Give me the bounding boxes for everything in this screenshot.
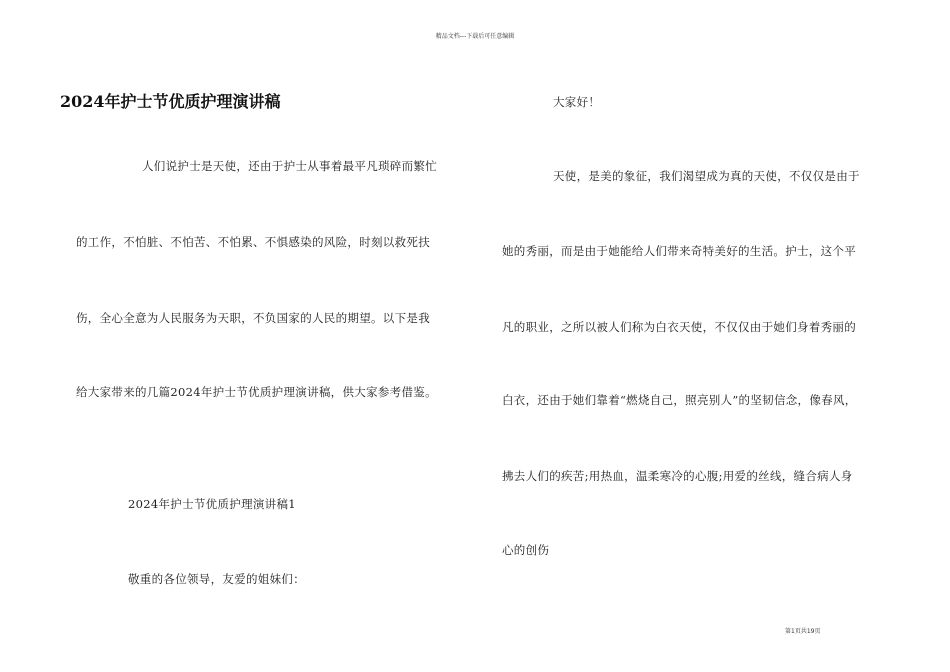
speech-greeting: 敬重的各位领导，友爱的姐妹们： — [128, 572, 305, 586]
speech-line: 拂去人们的疾苦;用热血，温柔寒冷的心腹;用爱的丝线，缝合病人身 — [502, 469, 853, 483]
speech-line: 天使，是美的象征，我们渴望成为真的天使，不仅仅是由于 — [553, 169, 860, 183]
speech-subheading: 2024年护士节优质护理演讲稿1 — [128, 497, 296, 511]
speech-line: 心的创伤 — [502, 543, 550, 557]
speech-line: 她的秀丽，而是由于她能给人们带来奇特美好的生活。护士，这个平 — [502, 244, 856, 258]
intro-paragraph-line: 伤，全心全意为人民服务为天职，不负国家的人民的期望。以下是我 — [76, 311, 430, 325]
page-number: 第1页共19页 — [785, 628, 821, 635]
intro-paragraph-line: 的工作，不怕脏、不怕苦、不怕累、不惧感染的风险，时刻以救死扶 — [76, 235, 430, 249]
intro-paragraph-line: 给大家带来的几篇2024年护士节优质护理演讲稿，供大家参考借鉴。 — [76, 385, 437, 399]
page-header-note: 精品文档---下载后可任意编辑 — [435, 33, 515, 40]
speech-line: 凡的职业，之所以被人们称为白衣天使，不仅仅由于她们身着秀丽的 — [502, 320, 856, 334]
document-title: 2024年护士节优质护理演讲稿 — [60, 92, 281, 111]
speech-line: 白衣，还由于她们靠着“燃烧自己，照亮别人”的坚韧信念，像春风， — [502, 393, 857, 407]
speech-line: 大家好！ — [553, 95, 601, 109]
intro-paragraph-line: 人们说护士是天使，还由于护士从事着最平凡琐碎而繁忙 — [142, 159, 437, 173]
